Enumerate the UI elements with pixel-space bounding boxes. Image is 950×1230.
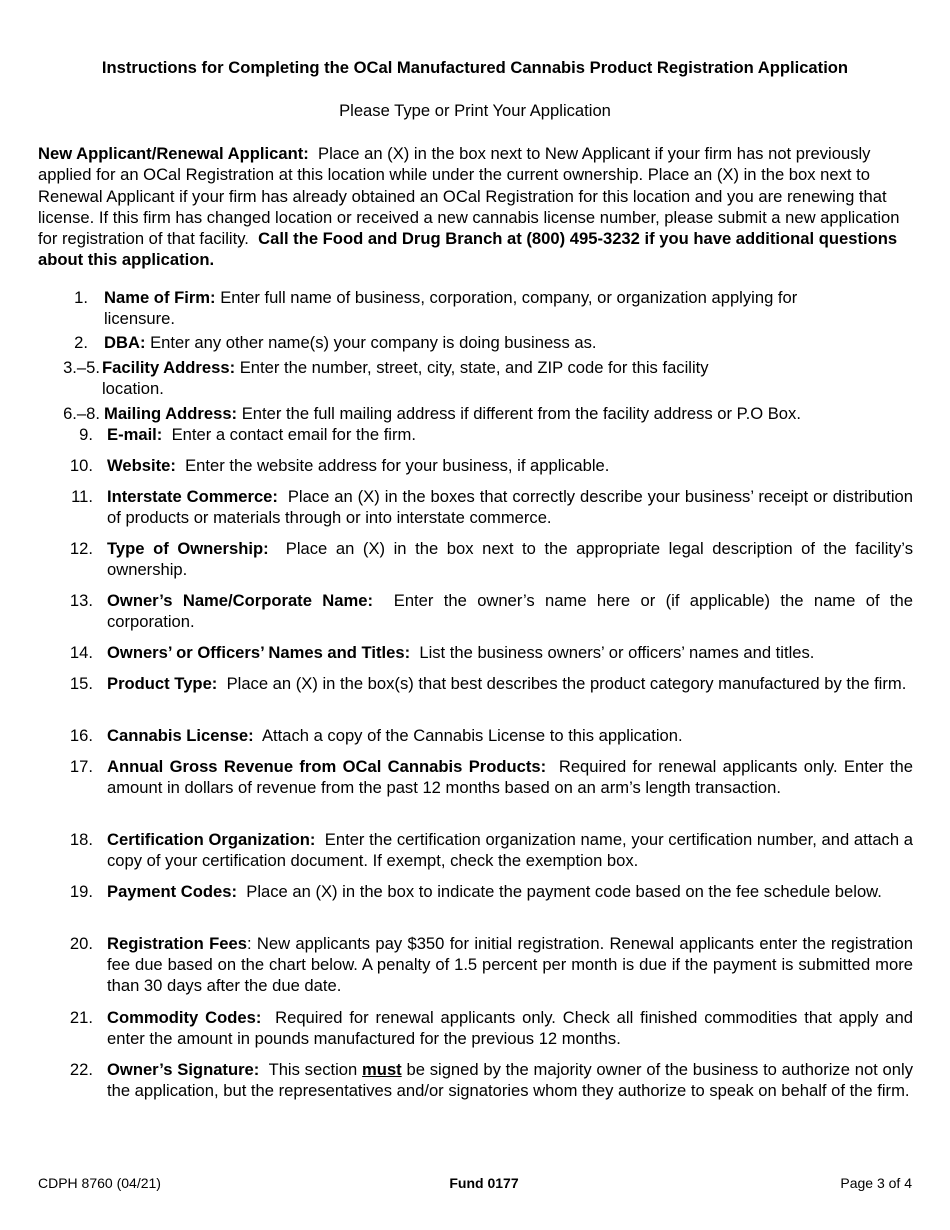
item-number: 1. bbox=[74, 288, 88, 307]
item-text: Attach a copy of the Cannabis License to this application. bbox=[261, 726, 683, 745]
instruction-item-2 bbox=[74, 332, 904, 353]
item-label: Payment Codes: bbox=[107, 882, 238, 901]
footer-fund: Fund 0177 bbox=[449, 1175, 519, 1191]
instruction-item-15 bbox=[69, 673, 913, 694]
item-text: Enter the website address for your business, if applicable. bbox=[185, 456, 610, 475]
item-label: Product Type: bbox=[107, 674, 218, 693]
instruction-item-18 bbox=[69, 829, 913, 871]
instruction-item-14 bbox=[69, 642, 913, 663]
item-label: Owners’ or Officers’ Names and Titles: bbox=[107, 643, 411, 662]
item-label: Interstate Commerce: bbox=[107, 487, 278, 506]
item-text: Required for renewal applicants only. Enter the amount in dollars of revenue from the past 12 months based on an arm’s length transaction. bbox=[107, 757, 913, 797]
item-number: 22. bbox=[69, 1060, 93, 1079]
item-text: Enter the owner’s name here or (if applicable) the name of the corporation. bbox=[107, 591, 913, 631]
item-text-after: be signed by the majority owner of the business to authorize not only the application, but the representatives and/or signatories whom they authorize to speak on behalf of the firm. bbox=[107, 1060, 913, 1100]
item-text: Required for renewal applicants only. Check all finished commodities that apply and enter the amount in pounds manufactured for the previous 12 months. bbox=[107, 1008, 913, 1048]
item-text-before: This section bbox=[268, 1060, 358, 1079]
intro-paragraph bbox=[38, 143, 912, 271]
instruction-item-16 bbox=[69, 725, 913, 746]
item-text: Place an (X) in the box to indicate the payment code based on the fee schedule below. bbox=[246, 882, 882, 901]
item-number: 16. bbox=[69, 726, 93, 745]
instruction-item-22 bbox=[69, 1059, 913, 1101]
item-number: 2. bbox=[74, 333, 88, 352]
instruction-item-9 bbox=[79, 424, 907, 445]
item-label: Owner’s Name/Corporate Name: bbox=[107, 591, 374, 610]
item-text: Enter a contact email for the firm. bbox=[171, 425, 416, 444]
instruction-item-6-8 bbox=[63, 403, 904, 424]
instruction-item-11 bbox=[71, 486, 914, 528]
item-text: Enter the certification organization name, your certification number, and attach a copy of your certification document. If exempt, check the exemption box. bbox=[107, 830, 913, 870]
item-number: 3.–5. bbox=[63, 358, 100, 377]
item-number: 14. bbox=[69, 643, 93, 662]
item-text: Place an (X) in the box next to the appropriate legal description of the facility’s ownership. bbox=[107, 539, 913, 579]
item-label: Registration Fees bbox=[107, 934, 247, 953]
intro-label: New Applicant/Renewal Applicant: bbox=[38, 144, 309, 163]
instruction-item-19 bbox=[69, 881, 913, 902]
instruction-item-13 bbox=[69, 590, 913, 632]
item-number: 18. bbox=[69, 830, 93, 849]
item-label: Type of Ownership: bbox=[107, 539, 269, 558]
item-label: Certification Organization: bbox=[107, 830, 316, 849]
intro-contact-note: Call the Food and Drug Branch at (800) 495-3232 if you have additional questions about this application. bbox=[38, 229, 898, 270]
item-number: 10. bbox=[69, 456, 93, 475]
item-text: List the business owners’ or officers’ names and titles. bbox=[419, 643, 815, 662]
instruction-item-3-5 bbox=[63, 357, 742, 399]
item-number: 21. bbox=[69, 1008, 93, 1027]
instruction-item-10 bbox=[69, 455, 913, 476]
item-label: Owner’s Signature: bbox=[107, 1060, 260, 1079]
item-number: 19. bbox=[69, 882, 93, 901]
item-number: 9. bbox=[79, 425, 93, 444]
item-number: 20. bbox=[69, 934, 93, 953]
item-label: E-mail: bbox=[107, 425, 163, 444]
item-text: : New applicants pay $350 for initial registration. Renewal applicants enter the registration fee due based on the chart below. A penalty of 1.5 percent per month is due if the payment is submitted more than 30 days after the due date. bbox=[107, 934, 913, 995]
item-label: Website: bbox=[107, 456, 176, 475]
item-number: 12. bbox=[69, 539, 93, 558]
item-label: Cannabis License: bbox=[107, 726, 254, 745]
item-label: Annual Gross Revenue from OCal Cannabis Products: bbox=[107, 757, 547, 776]
footer-page-number: Page 3 of 4 bbox=[840, 1175, 912, 1191]
item-text: Enter any other name(s) your company is doing business as. bbox=[150, 333, 597, 352]
item-emphasis: must bbox=[362, 1060, 402, 1079]
item-text: Place an (X) in the boxes that correctly describe your business’ receipt or distribution of products or materials through or into interstate commerce. bbox=[107, 487, 914, 527]
item-number: 13. bbox=[69, 591, 93, 610]
item-number: 11. bbox=[71, 487, 93, 506]
item-text: Place an (X) in the box(s) that best describes the product category manufactured by the firm. bbox=[226, 674, 907, 693]
item-text: Enter the full mailing address if different from the facility address or P.O Box. bbox=[241, 404, 801, 423]
item-number: 6.–8. bbox=[63, 404, 100, 423]
page-subtitle: Please Type or Print Your Application bbox=[339, 101, 611, 120]
item-label: Mailing Address: bbox=[104, 404, 238, 423]
item-label: DBA: bbox=[104, 333, 146, 352]
item-label: Commodity Codes: bbox=[107, 1008, 262, 1027]
item-label: Name of Firm: bbox=[104, 288, 216, 307]
intro-text: Place an (X) in the box next to New Applicant if your firm has not previously applied for an OCal Registration at this location while under the current ownership. Place an (X) in the box next to Renewal Applicant if your firm has already obtained an OCal Registration for this location and you are renewing that license. If this firm has changed location or received a new cannabis license number, please submit a new application for registration of that facility. bbox=[38, 144, 900, 249]
item-number: 15. bbox=[69, 674, 93, 693]
instruction-item-21 bbox=[69, 1007, 913, 1049]
instruction-item-1 bbox=[74, 287, 864, 329]
item-text: Enter full name of business, corporation, company, or organization applying for licensure. bbox=[104, 288, 798, 328]
item-number: 17. bbox=[69, 757, 93, 776]
footer-form-id: CDPH 8760 (04/21) bbox=[38, 1175, 161, 1191]
instruction-item-17 bbox=[69, 756, 913, 798]
item-label: Facility Address: bbox=[102, 358, 236, 377]
page-title: Instructions for Completing the OCal Manufactured Cannabis Product Registration Application bbox=[101, 58, 849, 77]
instruction-item-12 bbox=[69, 538, 913, 580]
instruction-item-20 bbox=[69, 933, 913, 996]
item-text: Enter the number, street, city, state, and ZIP code for this facility location. bbox=[102, 358, 709, 398]
